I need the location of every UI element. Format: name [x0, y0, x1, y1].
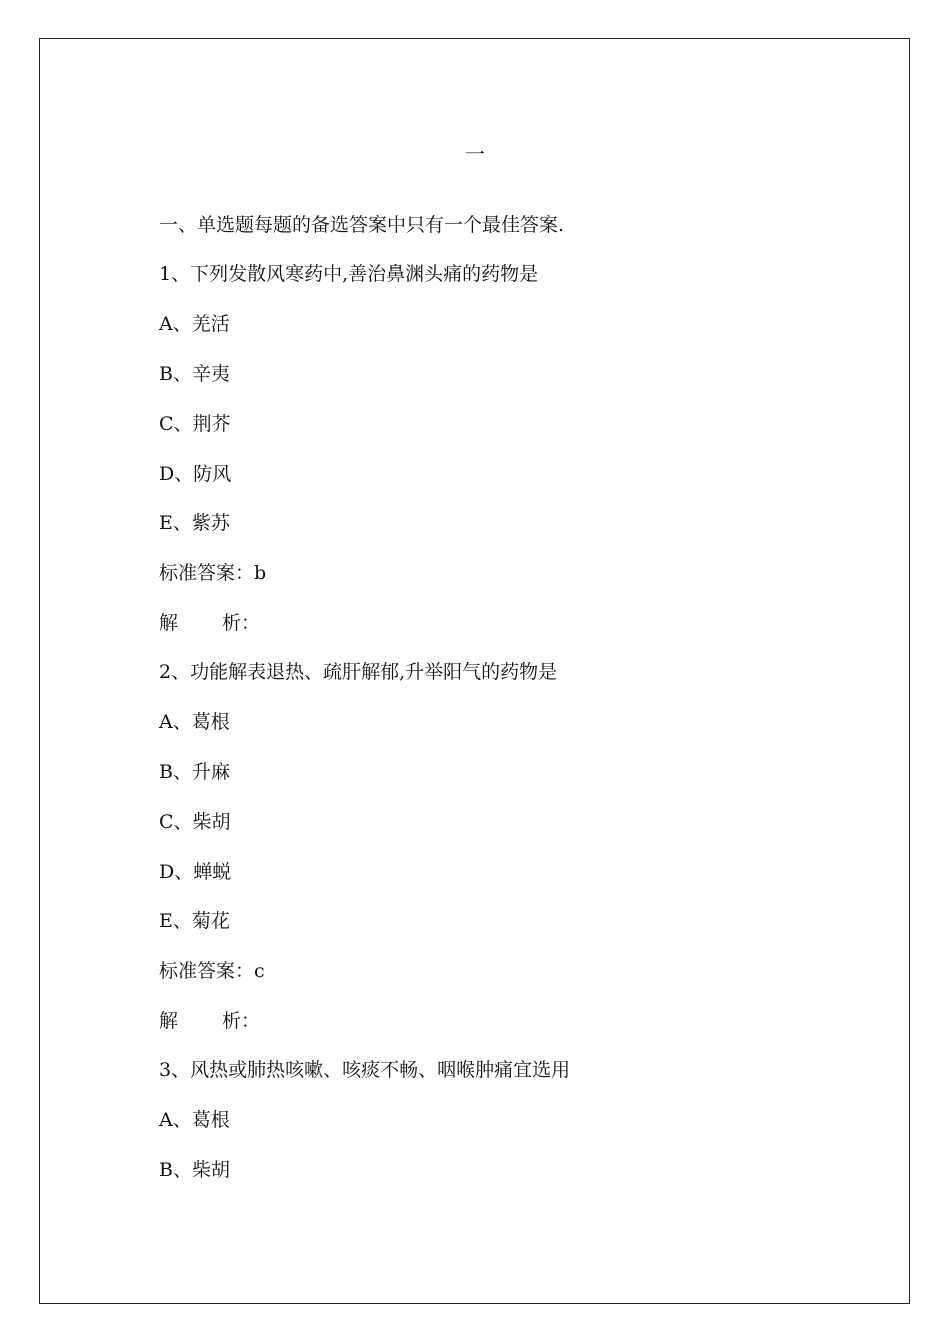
- question-stem: 1、下列发散风寒药中,善治鼻渊头痛的药物是: [159, 263, 539, 285]
- analysis-label-part-2: 析：: [222, 612, 261, 634]
- standard-answer: 标准答案：c: [159, 960, 265, 982]
- option-a: A、葛根: [159, 1109, 230, 1131]
- analysis-label: [159, 610, 260, 636]
- option-d: D、蝉蜕: [159, 861, 232, 883]
- standard-answer: 标准答案：b: [159, 562, 267, 584]
- analysis-label: [159, 1008, 260, 1034]
- option-a: A、羌活: [159, 313, 230, 335]
- option-e: E、紫苏: [159, 512, 230, 534]
- analysis-label-part-1: 解: [159, 1010, 179, 1032]
- option-b: B、柴胡: [159, 1159, 230, 1181]
- option-c: C、柴胡: [159, 811, 231, 833]
- analysis-label-part-2: 析：: [222, 1010, 261, 1032]
- option-d: D、防风: [159, 463, 232, 485]
- option-e: E、菊花: [159, 910, 230, 932]
- option-a: A、葛根: [159, 711, 230, 733]
- option-c: C、荆芥: [159, 413, 231, 435]
- option-b: B、升麻: [159, 761, 230, 783]
- option-b: B、辛夷: [159, 363, 230, 385]
- analysis-label-part-1: 解: [159, 612, 179, 634]
- section-heading: 一、单选题每题的备选答案中只有一个最佳答案.: [159, 214, 565, 236]
- question-stem: 2、功能解表退热、疏肝解郁,升举阳气的药物是: [159, 661, 558, 683]
- page-title: 一: [465, 142, 485, 166]
- question-stem: 3、风热或肺热咳嗽、咳痰不畅、咽喉肿痛宜选用: [159, 1059, 571, 1081]
